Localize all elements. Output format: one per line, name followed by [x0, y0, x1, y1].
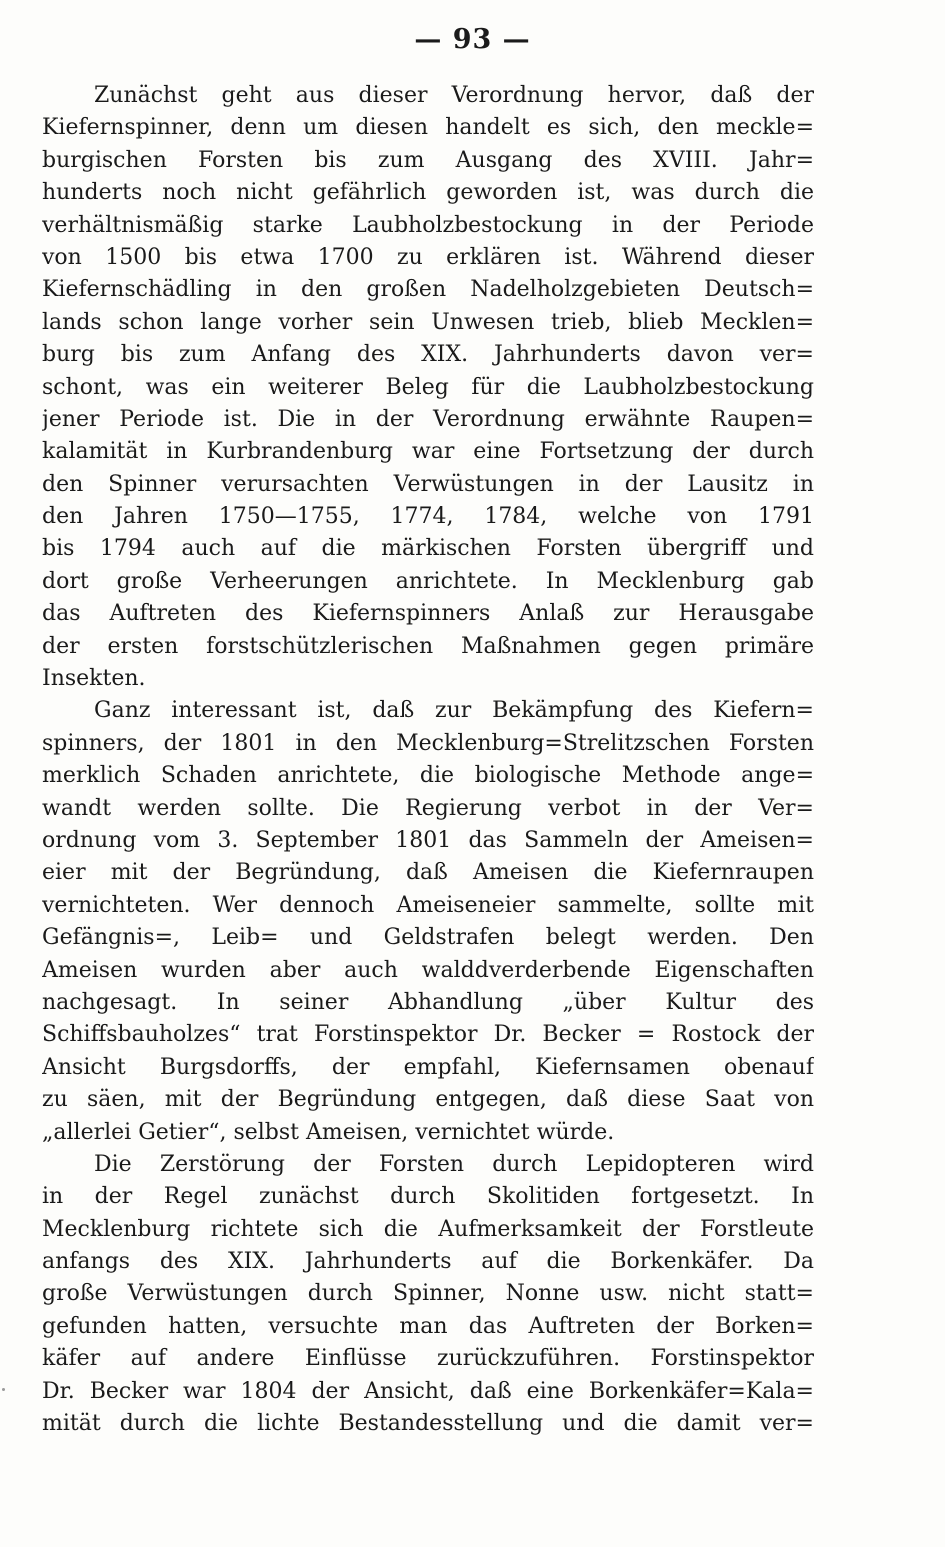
text-line: das Auftreten des Kiefernspinners Anlaß zur Herausgabe [42, 601, 814, 627]
text-line: wandt werden sollte. Die Regierung verbot in der Ver= [42, 795, 814, 821]
text-line: Mecklenburg richtete sich die Aufmerksamkeit der Forstleute [42, 1216, 814, 1242]
text-line: der ersten forstschützlerischen Maßnahmen gegen primäre [42, 633, 814, 659]
text-line: Zunächst geht aus dieser Verordnung hervor, daß der [94, 83, 814, 108]
page-number: — 93 — [414, 24, 531, 55]
text-line: nachgesagt. In seiner Abhandlung „über Kultur des [42, 989, 814, 1015]
paragraph-2 [42, 695, 814, 1148]
text-line: schont, was ein weiterer Beleg für die Laubholzbestockung [42, 374, 814, 400]
text-line: Kiefernspinner, denn um diesen handelt es sich, den meckle= [42, 115, 814, 141]
text-line: eier mit der Begründung, daß Ameisen die Kiefernraupen [42, 860, 814, 886]
text-line: käfer auf andere Einflüsse zurückzuführen. Forstinspektor [42, 1346, 814, 1372]
text-line: Ameisen wurden aber auch walddverderbende Eigenschaften [42, 957, 814, 983]
text-line: bis 1794 auch auf die märkischen Forsten übergriff und [42, 536, 814, 562]
text-line: den Jahren 1750—1755, 1774, 1784, welche von 1791 [42, 504, 814, 530]
text-line: von 1500 bis etwa 1700 zu erklären ist. Während dieser [42, 244, 814, 270]
body-text [42, 80, 814, 1440]
text-line: burg bis zum Anfang des XIX. Jahrhunderts davon ver= [42, 342, 814, 368]
text-line: Ganz interessant ist, daß zur Bekämpfung des Kiefern= [94, 698, 814, 724]
text-line: Ansicht Burgsdorffs, der empfahl, Kiefernsamen obenauf [42, 1054, 814, 1080]
text-line: dort große Verheerungen anrichtete. In Mecklenburg gab [42, 568, 814, 594]
text-line: burgischen Forsten bis zum Ausgang des XVIII. Jahr= [42, 147, 814, 173]
text-line: den Spinner verursachten Verwüstungen in der Lausitz in [42, 471, 814, 497]
text-line: lands schon lange vorher sein Unwesen trieb, blieb Mecklen= [42, 309, 814, 335]
text-line: Kiefernschädling in den großen Nadelholzgebieten Deutsch= [42, 277, 814, 303]
text-line: mität durch die lichte Bestandesstellung und die damit ver= [42, 1411, 814, 1437]
text-line: große Verwüstungen durch Spinner, Nonne usw. nicht statt= [42, 1281, 814, 1307]
text-line: zu säen, mit der Begründung entgegen, daß diese Saat von [42, 1087, 814, 1113]
text-line: Die Zerstörung der Forsten durch Lepidopteren wird [94, 1151, 814, 1177]
text-line: merklich Schaden anrichtete, die biologische Methode ange= [42, 763, 814, 789]
text-line: ordnung vom 3. September 1801 das Sammeln der Ameisen= [42, 827, 814, 853]
paragraph-3 [42, 1149, 814, 1441]
paper-speck [2, 1388, 5, 1391]
paragraph-1 [42, 80, 814, 695]
text-line: gefunden hatten, versuchte man das Auftreten der Borken= [42, 1313, 814, 1339]
text-line: Insekten. [42, 666, 146, 692]
text-line: spinners, der 1801 in den Mecklenburg=Strelitzschen Forsten [42, 730, 814, 756]
text-line: kalamität in Kurbrandenburg war eine Fortsetzung der durch [42, 439, 814, 465]
text-line: Schiffsbauholzes“ trat Forstinspektor Dr. Becker = Rostock der [42, 1022, 814, 1048]
text-line: „allerlei Getier“, selbst Ameisen, vernichtet würde. [42, 1119, 615, 1145]
text-line: Gefängnis=, Leib= und Geldstrafen belegt werden. Den [42, 925, 814, 951]
text-line: hunderts noch nicht gefährlich geworden ist, was durch die [42, 180, 814, 206]
text-line: Dr. Becker war 1804 der Ansicht, daß eine Borkenkäfer=Kala= [42, 1378, 814, 1404]
text-line: jener Periode ist. Die in der Verordnung erwähnte Raupen= [42, 406, 814, 432]
text-line: vernichteten. Wer dennoch Ameiseneier sammelte, sollte mit [42, 892, 814, 918]
text-line: verhältnismäßig starke Laubholzbestockung in der Periode [42, 212, 814, 238]
text-line: anfangs des XIX. Jahrhunderts auf die Borkenkäfer. Da [42, 1249, 814, 1275]
text-line: in der Regel zunächst durch Skolitiden fortgesetzt. In [42, 1184, 814, 1210]
